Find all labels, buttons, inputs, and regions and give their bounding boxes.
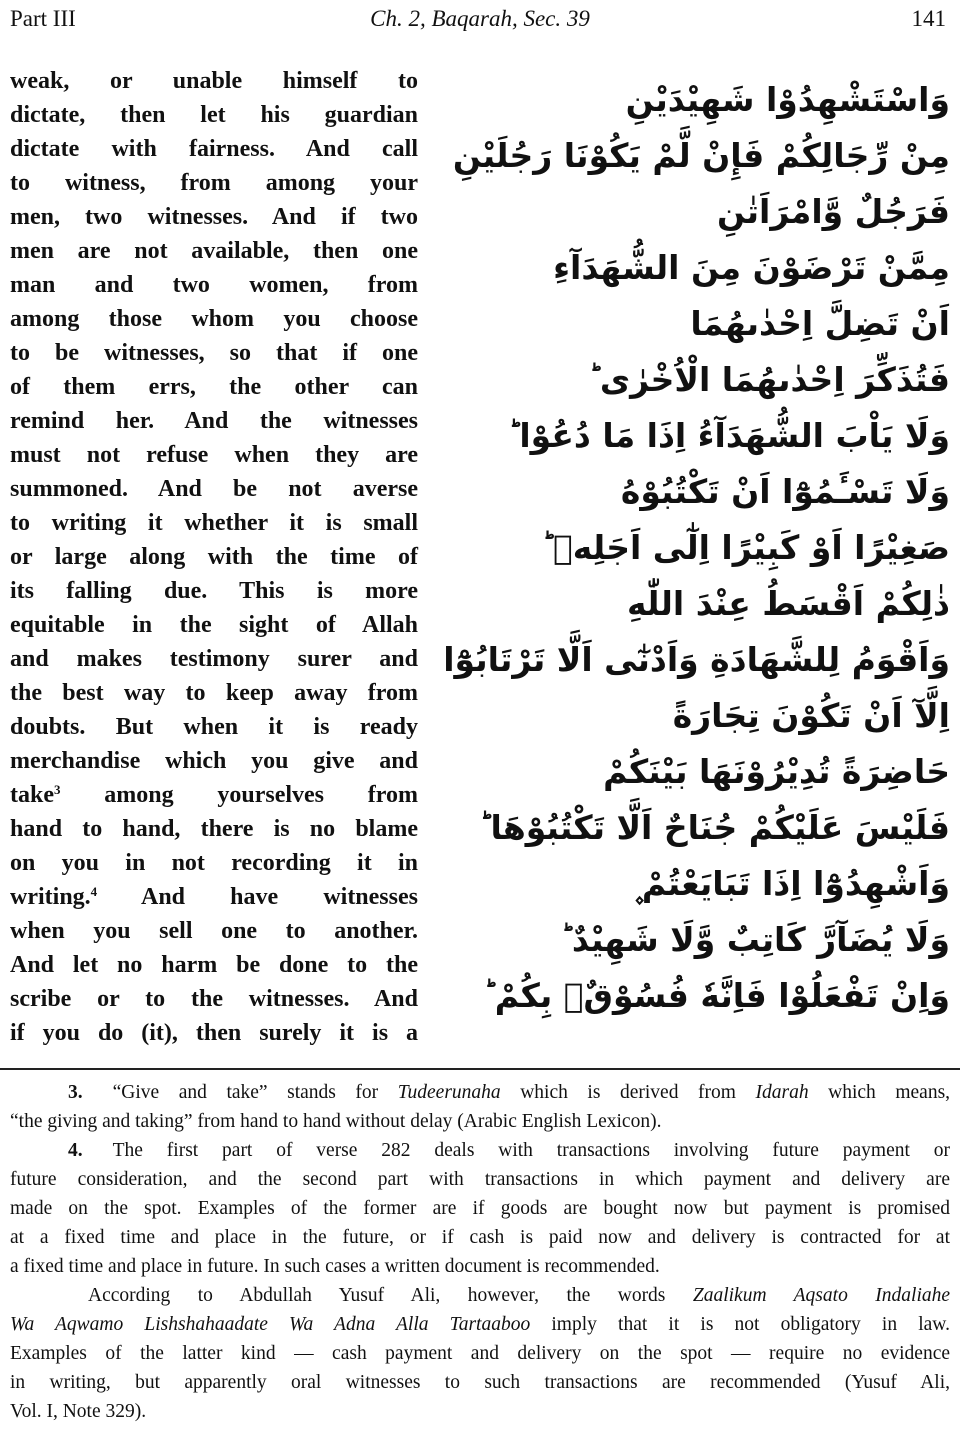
translation-line: must not refuse when they are [10,442,418,468]
translation-line: dictate with fairness. And call [10,136,418,162]
translation-fragment: And have witnesses [141,884,418,910]
arabic-line: وَاَقْوَمُ لِلشَّهَادَةِ وَاَدْنٰٓى اَلَّا تَرْتَابُوْٓا [443,640,950,679]
translation-fragment: among yourselves from [104,782,418,808]
translation-line: of them errs, the other can [10,374,418,400]
translation-line: to writing it whether it is small [10,510,418,536]
translation-line: hand to hand, there is no blame [10,816,418,842]
translation-line: on you in not recording it in [10,850,418,876]
translation-line: and makes testimony surer and [10,646,418,672]
translation-line: its falling due. This is more [10,578,418,604]
translation-line: equitable in the sight of Allah [10,612,418,638]
footnote-number: 4. [68,1140,83,1161]
arabic-line: صَغِيْرًا اَوْ كَبِيْرًا اِلٰٓى اَجَلِهٖ ؕ [541,528,950,567]
footnote-line: future consideration, and the second part with transactions in which payment and delivery are [10,1169,950,1190]
translation-fragment: take [10,782,54,808]
translation-line [10,778,418,812]
footnote-line: “the giving and taking” from hand to hand without delay (Arabic English Lexicon). [10,1111,662,1132]
footnote-line: made on the spot. Examples of the former are if goods are bought now but payment is promised [10,1198,950,1219]
translation-line [10,880,418,914]
translation-line: among those whom you choose [10,306,418,332]
english-translation [10,64,418,1050]
footnote-text: According to Abdullah Yusuf Ali, however, the words [88,1285,666,1306]
part-label: Part III [10,6,76,31]
arabic-line: وَلَا تَسْـَٔمُوْٓا اَنْ تَكْتُبُوْهُ [620,472,950,511]
footnotes [10,1078,950,1426]
footnote-text: “Give and take” stands for [112,1082,379,1103]
translation-line: when you sell one to another. [10,918,418,944]
footnote-line: Vol. I, Note 329). [10,1401,147,1422]
footnote-line [10,1310,950,1339]
translation-line: or large along with the time of [10,544,418,570]
footnote-term: Zaalikum Aqsato Indaliahe [692,1285,951,1306]
arabic-line: مِمَّنْ تَرْضَوْنَ مِنَ الشُّهَدَآءِ [553,248,950,287]
arabic-line: اَنْ تَضِلَّ اِحْدٰىهُمَا [690,304,950,343]
footnote-text: which means, [828,1082,951,1103]
chapter-title: Ch. 2, Baqarah, Sec. 39 [370,6,590,31]
translation-line: the best way to keep away from [10,680,418,706]
footnote-4 [10,1136,950,1165]
translation-line: men are not available, then one [10,238,418,264]
arabic-line: وَاَشْهِدُوْٓا اِذَا تَبَايَعْتُمْ ۪ [633,864,950,903]
footnote-text: imply that it is not obligatory in law. [551,1314,950,1335]
footnote-paragraph [10,1281,950,1310]
footnote-line: in writing, but apparently oral witnesses to such transactions are recommended (Yusuf Ali, [10,1372,950,1393]
page-number: 141 [911,6,946,31]
footnote-line: at a fixed time and place in the future, or if cash is paid now and delivery is contracted for at [10,1227,950,1248]
arabic-line: وَاِنْ تَفْعَلُوْا فَاِنَّهٗ فُسُوْقٌۢ بِكُمْ ؕ [483,976,950,1015]
translation-line: man and two women, from [10,272,418,298]
footnote-term: Tudeerunaha [397,1082,501,1103]
arabic-line: فَتُذَكِّرَ اِحْدٰىهُمَا الْاُخْرٰى ؕ [588,360,950,399]
arabic-line: ذٰلِكُمْ اَقْسَطُ عِنْدَ اللّٰهِ [627,584,950,623]
translation-line: if you do (it), then surely it is a [10,1020,418,1046]
translation-line: men, two witnesses. And if two [10,204,418,230]
arabic-line: فَرَجُلٌ وَّامْرَاَتٰنِ [716,192,950,231]
translation-line: merchandise which you give and [10,748,418,774]
translation-line: weak, or unable himself to [10,68,418,94]
arabic-line: اِلَّآ اَنْ تَكُوْنَ تِجَارَةً [672,696,950,735]
footnote-marker-4: 4 [90,884,98,899]
footnote-term: Idarah [755,1082,809,1103]
page-header [10,2,950,36]
footnote-text: which is derived from [520,1082,736,1103]
arabic-line: وَلَا يُضَآرَّ كَاتِبٌ وَّلَا شَهِيْدٌ ؕ [560,920,950,959]
footnote-term: Wa Aqwamo Lishshahaadate Wa Adna Alla Tartaaboo [10,1314,531,1335]
translation-line: And let no harm be done to the [10,952,418,978]
arabic-line: مِنْ رِّجَالِكُمْ فَإِنْ لَّمْ يَكُوْنَا رَجُلَيْنِ [452,136,950,175]
footnote-divider [0,1068,960,1070]
translation-line: to be witnesses, so that if one [10,340,418,366]
footnote-marker-3: 3 [54,782,61,797]
footnote-3 [10,1078,950,1107]
arabic-line: حَاضِرَةً تُدِيْرُوْنَهَا بَيْنَكُمْ [603,752,950,791]
arabic-line: وَاسْتَشْهِدُوْا شَهِيْدَيْنِ [625,80,950,119]
translation-line: doubts. But when it is ready [10,714,418,740]
translation-line: summoned. And be not averse [10,476,418,502]
footnote-line: Examples of the latter kind — cash payment and delivery on the spot — require no evidence [10,1343,950,1364]
translation-line: scribe or to the witnesses. And [10,986,418,1012]
translation-fragment: writing. [10,884,91,910]
arabic-verse-text [443,72,950,1024]
footnote-line: a fixed time and place in future. In such cases a written document is recommended. [10,1256,660,1277]
translation-line: remind her. And the witnesses [10,408,418,434]
translation-line: to witness, from among your [10,170,418,196]
footnote-text: The first part of verse 282 deals with transactions involving future payment or [112,1140,950,1161]
arabic-line: وَلَا يَاْبَ الشُّهَدَآءُ اِذَا مَا دُعُوْا ؕ [507,416,950,455]
arabic-line: فَلَيْسَ عَلَيْكُمْ جُنَاحٌ اَلَّا تَكْتُبُوْهَا ؕ [479,808,950,847]
footnote-number: 3. [68,1082,83,1103]
translation-line: dictate, then let his guardian [10,102,418,128]
